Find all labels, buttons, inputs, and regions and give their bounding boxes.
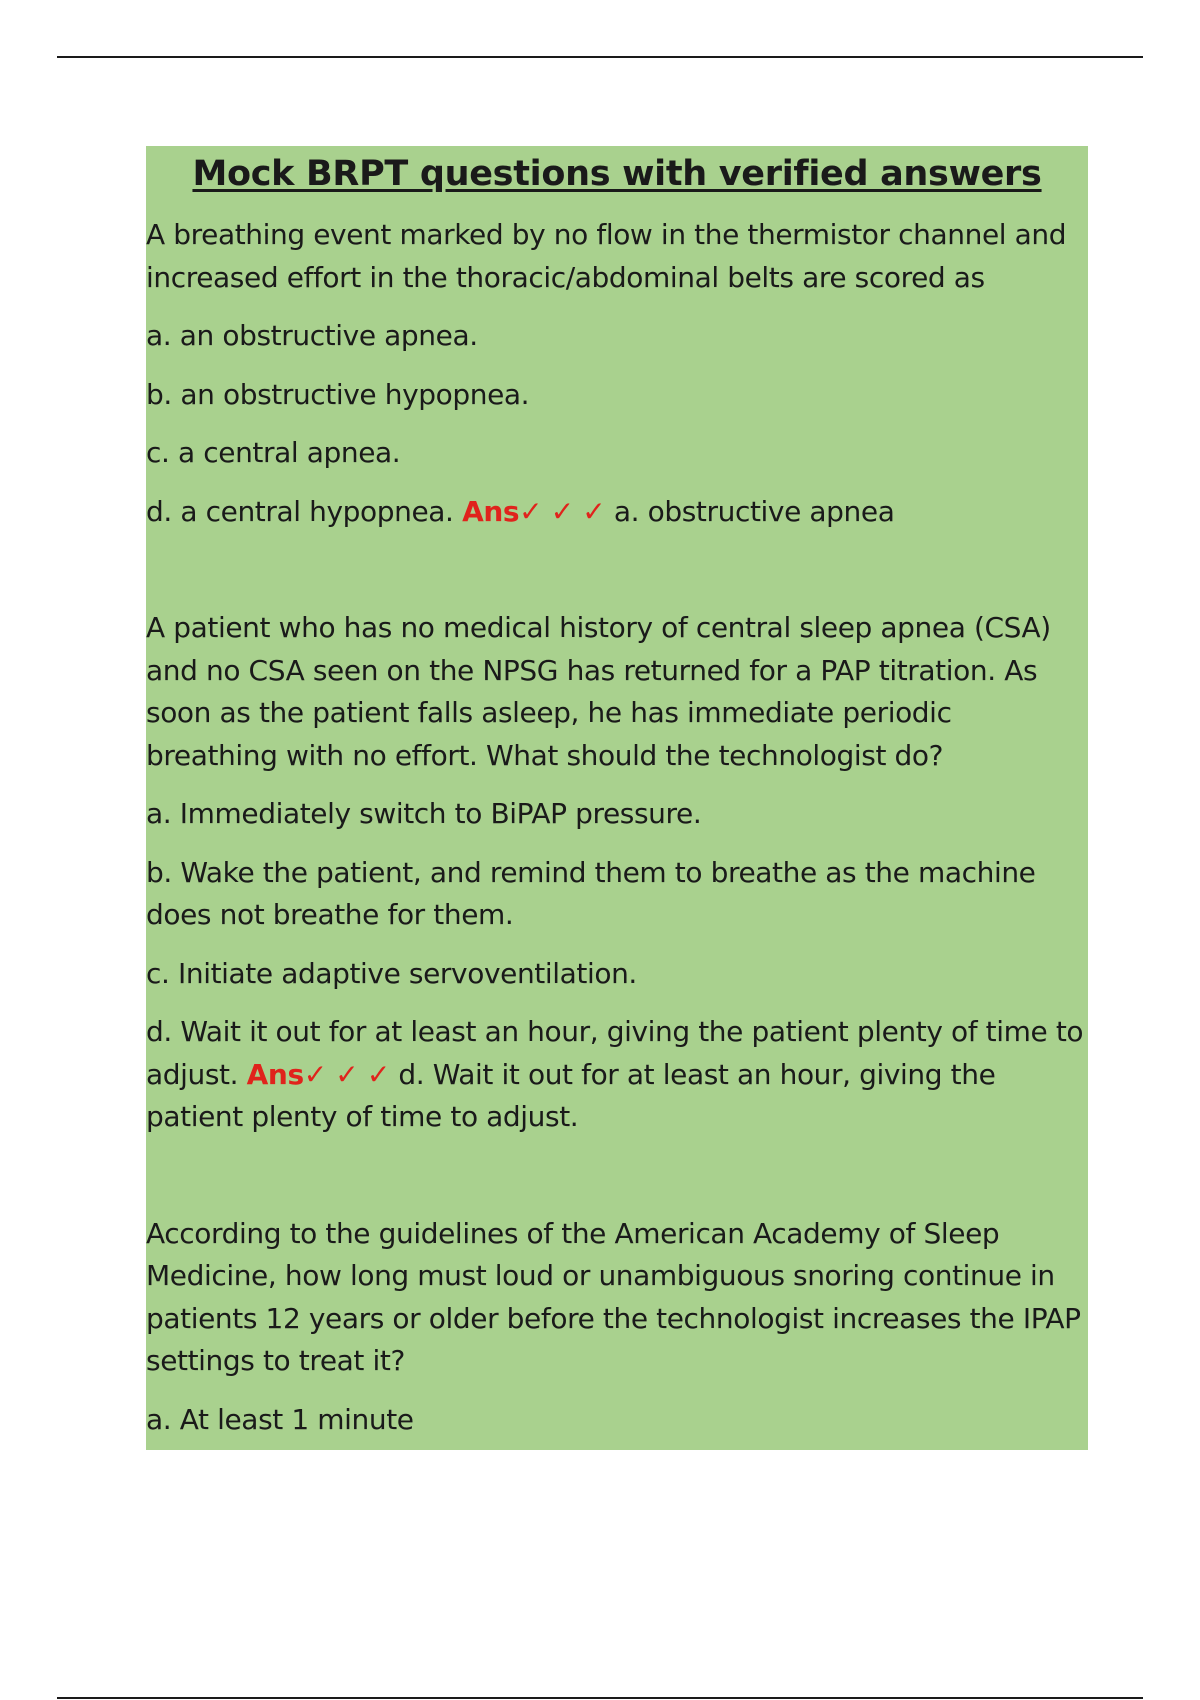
answer-text: a. obstructive apnea: [613, 494, 895, 528]
footer-rule: [57, 1697, 1143, 1699]
option-d-with-answer: [146, 491, 1088, 534]
option-d: d. a central hypopnea.: [146, 494, 454, 528]
option-b: b. Wake the patient, and remind them to breathe as the machine does not breathe for them.: [146, 855, 1036, 931]
document-title: Mock BRPT questions with verified answers: [192, 154, 1042, 194]
question-stem: According to the guidelines of the American Academy of Sleep Medicine, how long must loud or unambiguous snoring continue in patients 12 years or older before the technologist increases the IPAP settings to treat it?: [146, 1216, 1081, 1377]
answer-text: d. Wait it out for at least an hour, giving the patient plenty of time to adjust.: [146, 1057, 996, 1133]
check-icon: ✓ ✓ ✓: [303, 1057, 390, 1091]
option-d: d. Wait it out for at least an hour, giving the patient plenty of time to adjust.: [146, 1015, 1084, 1091]
answer-marker: Ans: [462, 494, 520, 528]
option-a: a. At least 1 minute: [146, 1402, 414, 1436]
answer-marker: Ans: [246, 1057, 304, 1091]
document-panel: [146, 146, 1088, 1450]
question-stem: A patient who has no medical history of central sleep apnea (CSA) and no CSA seen on the NPSG has returned for a PAP titration. As soon as the patient falls asleep, he has immediate periodic breathing with no effort. What should the technologist do?: [146, 611, 1051, 772]
question-2: [146, 607, 1088, 1139]
question-1: [146, 214, 1088, 533]
option-c: c. a central apnea.: [146, 436, 401, 469]
option-a: a. an obstructive apnea.: [146, 319, 478, 352]
header-rule: [57, 56, 1143, 58]
check-icon: ✓ ✓ ✓: [519, 494, 606, 528]
option-a: a. Immediately switch to BiPAP pressure.: [146, 797, 702, 830]
option-b: b. an obstructive hypopnea.: [146, 377, 530, 411]
question-3: [146, 1213, 1088, 1442]
option-d-with-answer: [146, 1011, 1088, 1139]
option-c: c. Initiate adaptive servoventilation.: [146, 956, 637, 990]
question-stem: A breathing event marked by no flow in the thermistor channel and increased effort in the thoracic/abdominal belts are scored as: [146, 218, 1067, 294]
